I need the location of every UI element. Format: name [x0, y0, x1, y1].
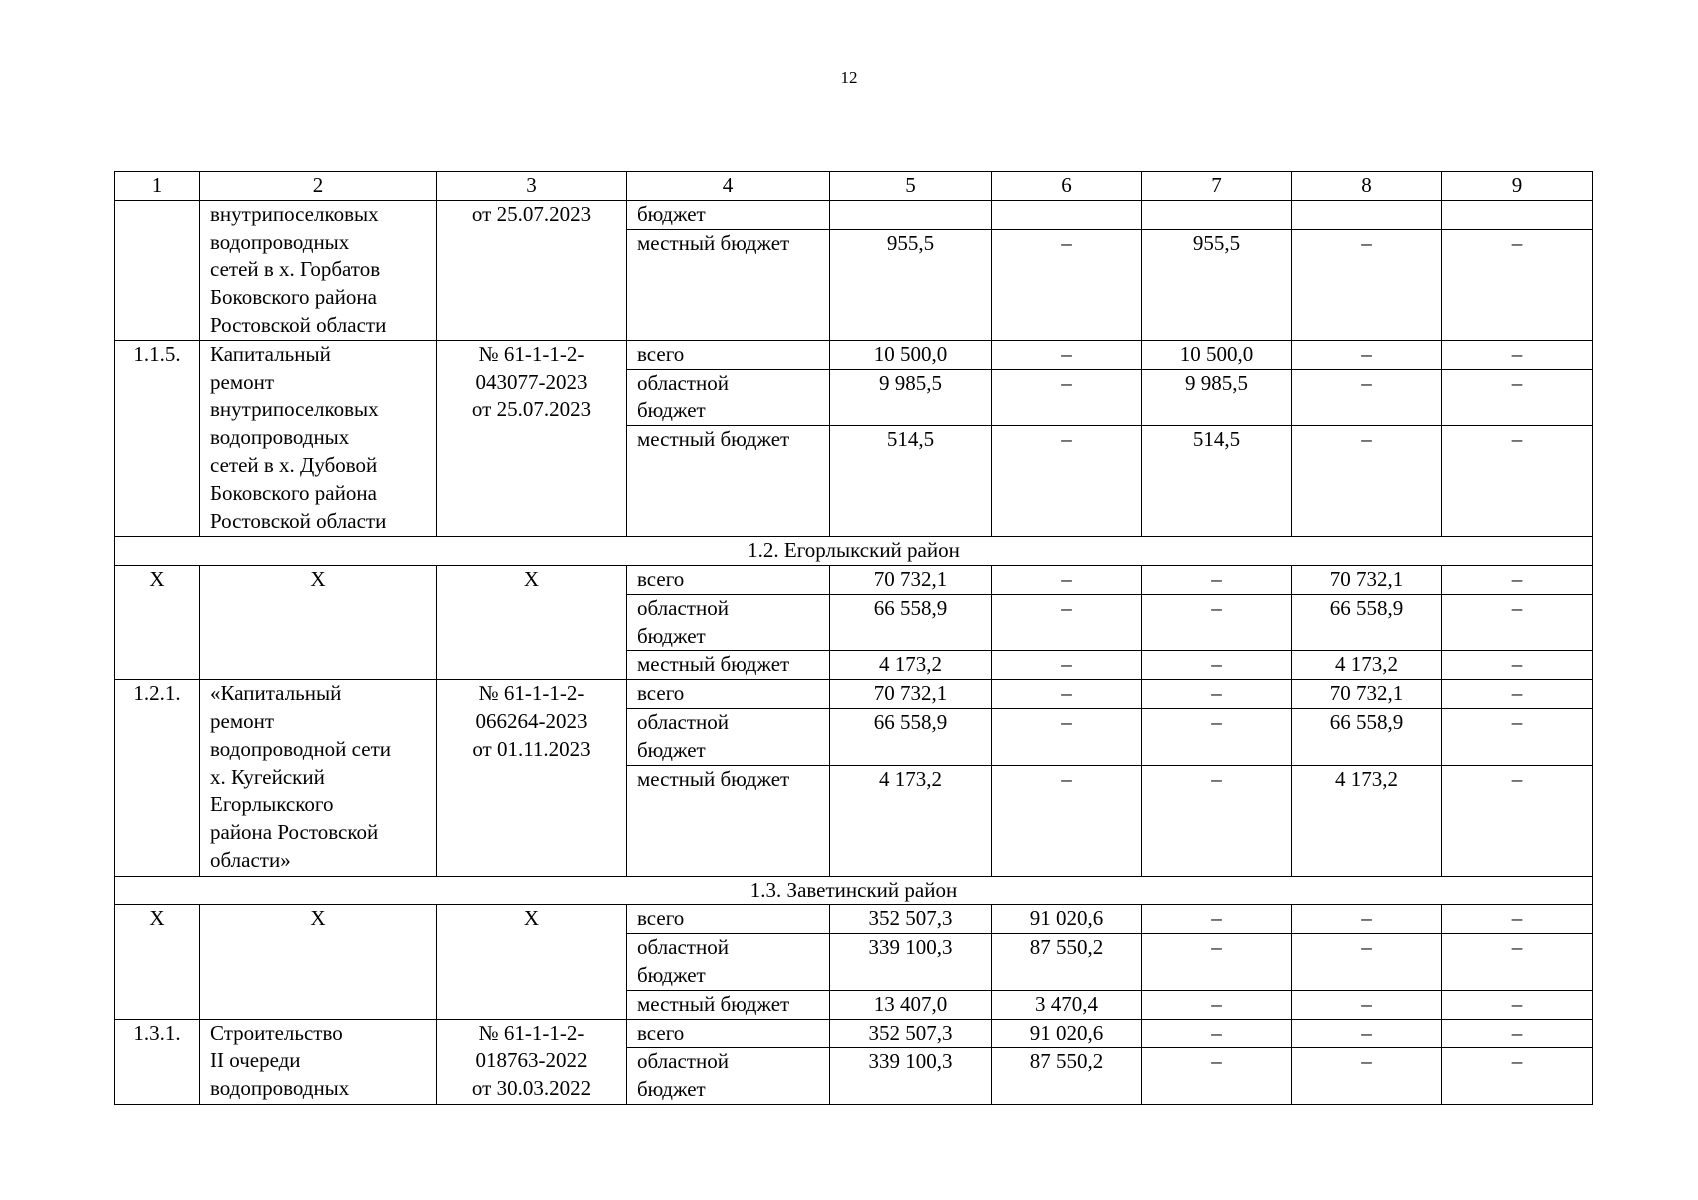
- value-cell: 10 500,0: [830, 340, 992, 369]
- value-cell: –: [1142, 990, 1292, 1019]
- value-cell: 66 558,9: [830, 594, 992, 651]
- value-cell: 9 985,5: [830, 369, 992, 426]
- value-cell: 4 173,2: [1292, 651, 1442, 680]
- value-cell: 4 173,2: [830, 765, 992, 876]
- value-cell: –: [1142, 565, 1292, 594]
- funding-source-cell: местный бюджет: [627, 990, 830, 1019]
- section-title: 1.2. Егорлыкский район: [115, 537, 1593, 566]
- value-cell: –: [1142, 651, 1292, 680]
- value-cell: –: [1442, 229, 1593, 340]
- funding-source-cell: областной бюджет: [627, 594, 830, 651]
- table-row: [115, 200, 1593, 229]
- funding-table: [114, 171, 1593, 1105]
- funding-source-cell: всего: [627, 1019, 830, 1048]
- value-cell: 87 550,2: [992, 1048, 1142, 1105]
- value-cell: –: [1292, 369, 1442, 426]
- value-cell: –: [1292, 905, 1442, 934]
- funding-source-cell: всего: [627, 680, 830, 709]
- value-cell: –: [992, 229, 1142, 340]
- value-cell: –: [1292, 229, 1442, 340]
- value-cell: 70 732,1: [830, 680, 992, 709]
- value-cell: 514,5: [830, 426, 992, 537]
- funding-source-cell: местный бюджет: [627, 229, 830, 340]
- document-cell: № 61-1-1-2- 018763-2022 от 30.03.2022: [437, 1019, 627, 1104]
- table-row: [115, 1019, 1593, 1048]
- item-number-cell: 1.3.1.: [115, 1019, 200, 1104]
- value-cell: –: [1292, 934, 1442, 991]
- table-header-row: [115, 172, 1593, 201]
- value-cell: –: [1292, 426, 1442, 537]
- value-cell: 66 558,9: [1292, 594, 1442, 651]
- value-cell: –: [1442, 426, 1593, 537]
- value-cell: –: [992, 594, 1142, 651]
- column-header: 4: [627, 172, 830, 201]
- value-cell: –: [1442, 565, 1593, 594]
- value-cell: 91 020,6: [992, 905, 1142, 934]
- item-number-cell: Х: [115, 905, 200, 1019]
- value-cell: –: [1442, 369, 1593, 426]
- section-row: [115, 537, 1593, 566]
- funding-source-cell: всего: [627, 565, 830, 594]
- value-cell: 10 500,0: [1142, 340, 1292, 369]
- object-name-cell: Х: [200, 565, 437, 679]
- column-header: 2: [200, 172, 437, 201]
- value-cell: 352 507,3: [830, 905, 992, 934]
- value-cell: –: [1442, 680, 1593, 709]
- value-cell: –: [1142, 708, 1292, 765]
- value-cell: –: [992, 680, 1142, 709]
- value-cell: 70 732,1: [1292, 565, 1442, 594]
- funding-source-cell: местный бюджет: [627, 651, 830, 680]
- value-cell: –: [1292, 990, 1442, 1019]
- document-cell: № 61-1-1-2- 066264-2023 от 01.11.2023: [437, 680, 627, 876]
- value-cell: [1292, 200, 1442, 229]
- item-number-cell: 1.1.5.: [115, 340, 200, 536]
- object-name-cell: Строительство II очереди водопроводных: [200, 1019, 437, 1104]
- document-cell: Х: [437, 905, 627, 1019]
- value-cell: –: [1292, 1048, 1442, 1105]
- value-cell: 87 550,2: [992, 934, 1142, 991]
- value-cell: –: [992, 369, 1142, 426]
- table-row: [115, 680, 1593, 709]
- value-cell: 13 407,0: [830, 990, 992, 1019]
- value-cell: –: [992, 651, 1142, 680]
- value-cell: 3 470,4: [992, 990, 1142, 1019]
- funding-source-cell: всего: [627, 905, 830, 934]
- value-cell: –: [992, 708, 1142, 765]
- funding-source-cell: местный бюджет: [627, 426, 830, 537]
- value-cell: 66 558,9: [830, 708, 992, 765]
- document-cell: Х: [437, 565, 627, 679]
- value-cell: –: [1442, 990, 1593, 1019]
- value-cell: –: [992, 765, 1142, 876]
- value-cell: –: [1142, 680, 1292, 709]
- value-cell: –: [1142, 594, 1292, 651]
- value-cell: 4 173,2: [1292, 765, 1442, 876]
- value-cell: 66 558,9: [1292, 708, 1442, 765]
- funding-source-cell: местный бюджет: [627, 765, 830, 876]
- object-name-cell: Х: [200, 905, 437, 1019]
- value-cell: –: [992, 340, 1142, 369]
- column-header: 1: [115, 172, 200, 201]
- value-cell: –: [1142, 1048, 1292, 1105]
- value-cell: 339 100,3: [830, 1048, 992, 1105]
- value-cell: 70 732,1: [830, 565, 992, 594]
- object-name-cell: Капитальный ремонт внутрипоселковых водопроводных сетей в х. Дубовой Боковского района Ростовской области: [200, 340, 437, 536]
- column-header: 3: [437, 172, 627, 201]
- document-cell: от 25.07.2023: [437, 200, 627, 340]
- value-cell: [1142, 200, 1292, 229]
- item-number-cell: Х: [115, 565, 200, 679]
- table-row: [115, 565, 1593, 594]
- section-row: [115, 876, 1593, 905]
- value-cell: –: [992, 565, 1142, 594]
- value-cell: [992, 200, 1142, 229]
- value-cell: –: [1442, 594, 1593, 651]
- funding-source-cell: областной бюджет: [627, 369, 830, 426]
- page-number: 12: [840, 68, 858, 87]
- value-cell: 4 173,2: [830, 651, 992, 680]
- value-cell: –: [1142, 905, 1292, 934]
- value-cell: –: [1442, 708, 1593, 765]
- funding-source-cell: всего: [627, 340, 830, 369]
- funding-source-cell: областной бюджет: [627, 934, 830, 991]
- column-header: 9: [1442, 172, 1593, 201]
- object-name-cell: внутрипоселковых водопроводных сетей в х. Горбатов Боковского района Ростовской области: [200, 200, 437, 340]
- value-cell: [830, 200, 992, 229]
- column-header: 5: [830, 172, 992, 201]
- value-cell: –: [1442, 934, 1593, 991]
- value-cell: 955,5: [830, 229, 992, 340]
- value-cell: 339 100,3: [830, 934, 992, 991]
- value-cell: –: [1142, 765, 1292, 876]
- document-cell: № 61-1-1-2- 043077-2023 от 25.07.2023: [437, 340, 627, 536]
- value-cell: –: [1142, 934, 1292, 991]
- value-cell: –: [1292, 340, 1442, 369]
- value-cell: 70 732,1: [1292, 680, 1442, 709]
- value-cell: –: [1442, 905, 1593, 934]
- value-cell: 91 020,6: [992, 1019, 1142, 1048]
- column-header: 7: [1142, 172, 1292, 201]
- value-cell: –: [1442, 765, 1593, 876]
- value-cell: –: [1292, 1019, 1442, 1048]
- column-header: 8: [1292, 172, 1442, 201]
- object-name-cell: «Капитальный ремонт водопроводной сети х. Кугейский Егорлыкского района Ростовской области»: [200, 680, 437, 876]
- funding-source-cell: бюджет: [627, 200, 830, 229]
- item-number-cell: [115, 200, 200, 340]
- item-number-cell: 1.2.1.: [115, 680, 200, 876]
- value-cell: [1442, 200, 1593, 229]
- value-cell: 352 507,3: [830, 1019, 992, 1048]
- value-cell: –: [1442, 1048, 1593, 1105]
- value-cell: –: [1142, 1019, 1292, 1048]
- value-cell: –: [1442, 651, 1593, 680]
- value-cell: 9 985,5: [1142, 369, 1292, 426]
- value-cell: 514,5: [1142, 426, 1292, 537]
- table-row: [115, 905, 1593, 934]
- column-header: 6: [992, 172, 1142, 201]
- funding-source-cell: областной бюджет: [627, 1048, 830, 1105]
- table-row: [115, 340, 1593, 369]
- value-cell: –: [992, 426, 1142, 537]
- value-cell: 955,5: [1142, 229, 1292, 340]
- value-cell: –: [1442, 340, 1593, 369]
- value-cell: –: [1442, 1019, 1593, 1048]
- section-title: 1.3. Заветинский район: [115, 876, 1593, 905]
- funding-source-cell: областной бюджет: [627, 708, 830, 765]
